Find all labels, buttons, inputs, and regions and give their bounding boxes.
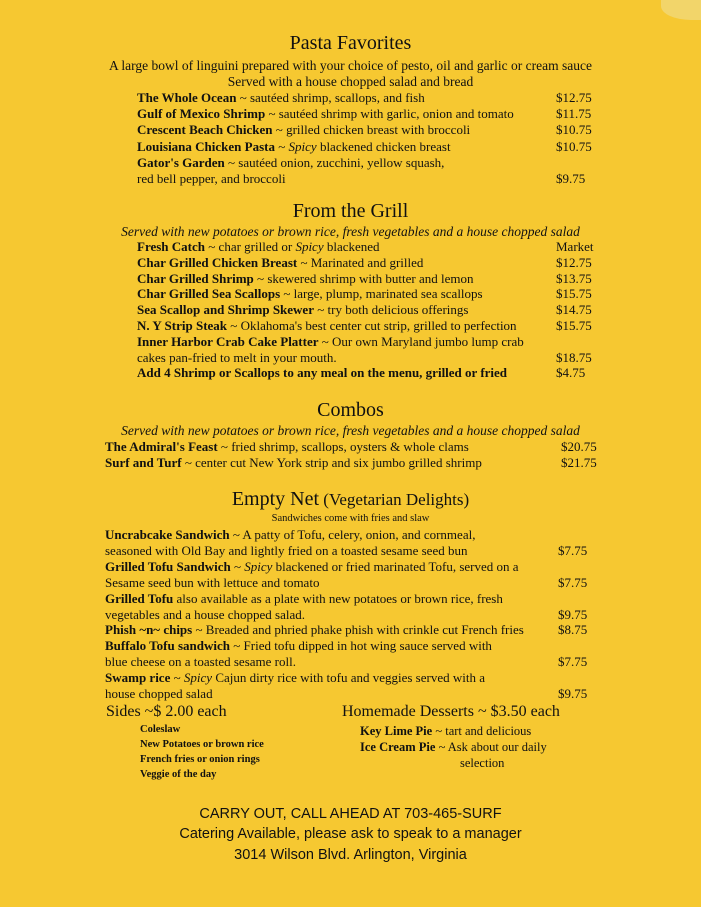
combos-served: Served with new potatoes or brown rice, fresh vegetables and a house chopped salad bbox=[121, 423, 580, 438]
menu-item-row bbox=[105, 622, 524, 638]
menu-item-name: Add 4 Shrimp or Scallops to any meal on the menu, grilled or fried bbox=[137, 365, 508, 381]
menu-item-row bbox=[137, 318, 517, 334]
menu-item-price: $14.75 bbox=[556, 302, 592, 318]
menu-item-name: Sea Scallop and Shrimp Skewer bbox=[137, 302, 314, 318]
empty-net-title-suffix: (Vegetarian Delights) bbox=[319, 490, 470, 509]
page-fold-corner bbox=[661, 0, 701, 20]
menu-item-row bbox=[137, 334, 524, 350]
menu-item-name: Char Grilled Sea Scallops bbox=[137, 286, 281, 302]
menu-item-price: $9.75 bbox=[558, 606, 588, 622]
menu-item-name: Char Grilled Shrimp bbox=[137, 270, 254, 286]
menu-item-price: $7.75 bbox=[558, 542, 588, 558]
footer-address: 3014 Wilson Blvd. Arlington, Virginia bbox=[234, 847, 467, 863]
menu-item-row bbox=[105, 527, 475, 543]
menu-item-name: Uncrabcake Sandwich bbox=[105, 527, 230, 542]
menu-item-description: ~ Oklahoma's best center cut strip, grilled to perfection bbox=[227, 318, 517, 333]
menu-item-row bbox=[137, 286, 483, 302]
menu-item-name: Swamp rice bbox=[105, 670, 171, 686]
empty-net-title bbox=[0, 488, 701, 511]
dessert-item bbox=[460, 756, 504, 771]
menu-item-description: ~ sautéed onion, zucchini, yellow squash, bbox=[224, 154, 445, 170]
menu-item-price: $15.75 bbox=[556, 286, 592, 302]
menu-item-row bbox=[137, 90, 425, 106]
dessert-item bbox=[360, 740, 547, 755]
menu-item-row bbox=[137, 271, 473, 287]
menu-item-price: Market bbox=[556, 239, 594, 254]
menu-item-row bbox=[105, 654, 296, 670]
menu-item-row bbox=[137, 302, 468, 318]
menu-item-name: Buffalo Tofu sandwich bbox=[105, 638, 230, 654]
menu-item-row bbox=[105, 439, 469, 455]
dessert-description: ~ Ask about our daily bbox=[435, 740, 547, 754]
empty-net-title-main: Empty Net bbox=[231, 488, 320, 510]
menu-item-row bbox=[137, 139, 451, 155]
menu-item-price: $9.75 bbox=[558, 686, 588, 701]
menu-item-row bbox=[137, 155, 444, 171]
side-item: French fries or onion rings bbox=[140, 754, 260, 765]
menu-item-price: $18.75 bbox=[556, 349, 592, 365]
menu-item-description: ~ large, plump, marinated sea scallops bbox=[280, 286, 483, 302]
menu-item-name: N. Y Strip Steak bbox=[137, 318, 228, 333]
menu-item-name: Crescent Beach Chicken bbox=[137, 122, 273, 138]
dessert-name: Ice Cream Pie bbox=[360, 740, 436, 754]
dessert-name: Key Lime Pie bbox=[360, 724, 433, 738]
menu-item-name: Gator's Garden bbox=[137, 154, 225, 170]
combos-title: Combos bbox=[317, 399, 384, 421]
menu-item-price: $21.75 bbox=[561, 455, 597, 470]
menu-item-description: ~ Breaded and phried phake phish with crinkle cut French fries bbox=[192, 622, 524, 638]
menu-item-name: Surf and Turf bbox=[105, 455, 182, 470]
menu-item-price: $11.75 bbox=[556, 106, 592, 122]
pasta-intro: A large bowl of linguini prepared with your choice of pesto, oil and garlic or cream sauce bbox=[109, 58, 592, 73]
empty-net-note: Sandwiches come with fries and slaw bbox=[271, 513, 430, 524]
menu-item-price: $12.75 bbox=[556, 90, 592, 105]
menu-item-description: ~ grilled chicken breast with broccoli bbox=[272, 122, 471, 138]
desserts-title: Homemade Desserts ~ $3.50 each bbox=[342, 703, 560, 720]
menu-item-row bbox=[137, 350, 337, 366]
menu-item-name: Grilled Tofu bbox=[105, 590, 174, 606]
menu-item-description: blue cheese on a toasted sesame roll. bbox=[105, 654, 296, 670]
menu-item-description: vegetables and a house chopped salad. bbox=[105, 606, 305, 622]
menu-item-description: Sesame seed bun with lettuce and tomato bbox=[105, 574, 320, 590]
menu-item-price: $7.75 bbox=[558, 654, 588, 670]
menu-item-description: ~ fried shrimp, scallops, oysters & whole clams bbox=[217, 439, 469, 454]
menu-item-price: $15.75 bbox=[556, 318, 592, 333]
menu-item-description: ~ Spicy blackened chicken breast bbox=[274, 138, 451, 154]
menu-item-description: ~ Spicy Cajun dirty rice with tofu and veggies served with a bbox=[170, 670, 485, 686]
menu-item-description: cakes pan-fried to melt in your mouth. bbox=[137, 349, 337, 365]
menu-item-price: $10.75 bbox=[556, 138, 592, 154]
menu-item-row bbox=[105, 607, 305, 623]
sides-title: Sides ~$ 2.00 each bbox=[106, 703, 227, 720]
menu-item-price: $10.75 bbox=[556, 122, 592, 138]
menu-item-description: ~ Our own Maryland jumbo lump crab bbox=[318, 333, 524, 349]
menu-item-row bbox=[137, 122, 470, 138]
menu-item-price: $8.75 bbox=[558, 622, 588, 638]
pasta-title: Pasta Favorites bbox=[289, 32, 412, 54]
menu-item-row bbox=[105, 670, 485, 686]
grill-served: Served with new potatoes or brown rice, fresh vegetables and a house chopped salad bbox=[121, 224, 580, 239]
menu-item-description: ~ Marinated and grilled bbox=[297, 254, 424, 270]
menu-item-row bbox=[137, 171, 286, 187]
menu-item-description: ~ char grilled or Spicy blackened bbox=[205, 239, 380, 254]
menu-item-price: $12.75 bbox=[556, 254, 592, 270]
menu-item-row bbox=[137, 106, 514, 122]
menu-item-description: house chopped salad bbox=[105, 686, 213, 701]
footer-catering: Catering Available, please ask to speak to a manager bbox=[179, 826, 522, 842]
menu-item-name: Inner Harbor Crab Cake Platter bbox=[137, 333, 319, 349]
side-item: Coleslaw bbox=[140, 724, 181, 735]
menu-item-description: seasoned with Old Bay and lightly fried on a toasted sesame seed bun bbox=[105, 542, 468, 558]
menu-item-description: ~ A patty of Tofu, celery, onion, and cornmeal, bbox=[229, 527, 476, 542]
menu-item-price: $7.75 bbox=[558, 574, 588, 590]
menu-item-row bbox=[137, 255, 423, 271]
menu-item-price: $20.75 bbox=[561, 439, 597, 454]
menu-item-row bbox=[137, 365, 507, 381]
menu-item-name: Gulf of Mexico Shrimp bbox=[137, 106, 266, 122]
menu-item-description: ~ try both delicious offerings bbox=[313, 302, 469, 318]
menu-item-name: Louisiana Chicken Pasta bbox=[137, 138, 275, 154]
menu-item-description: red bell pepper, and broccoli bbox=[137, 171, 286, 186]
menu-item-row bbox=[105, 455, 482, 471]
menu-item-description: ~ sautéed shrimp, scallops, and fish bbox=[236, 90, 425, 105]
dessert-description: selection bbox=[460, 756, 505, 770]
menu-item-name: The Whole Ocean bbox=[137, 90, 237, 105]
dessert-item bbox=[360, 724, 531, 739]
menu-item-name: The Admiral's Feast bbox=[105, 439, 218, 454]
menu-item-row bbox=[105, 559, 519, 575]
menu-item-price: $13.75 bbox=[556, 270, 592, 286]
grill-title: From the Grill bbox=[292, 200, 409, 222]
menu-item-price: $4.75 bbox=[556, 365, 586, 381]
menu-item-price: $9.75 bbox=[556, 171, 586, 186]
menu-item-row bbox=[137, 239, 380, 255]
menu-item-name: Grilled Tofu Sandwich bbox=[105, 558, 231, 574]
menu-item-description: ~ center cut New York strip and six jumbo grilled shrimp bbox=[181, 455, 482, 470]
menu-item-name: Fresh Catch bbox=[137, 239, 206, 254]
menu-item-description: ~ skewered shrimp with butter and lemon bbox=[253, 270, 474, 286]
menu-item-name: Char Grilled Chicken Breast bbox=[137, 254, 298, 270]
side-item: New Potatoes or brown rice bbox=[140, 739, 264, 750]
dessert-description: ~ tart and delicious bbox=[432, 724, 532, 738]
menu-item-description: ~ sautéed shrimp with garlic, onion and tomato bbox=[265, 106, 514, 122]
footer-carryout: CARRY OUT, CALL AHEAD AT 703-465-SURF bbox=[199, 806, 502, 822]
menu-item-description: also available as a plate with new potatoes or brown rice, fresh bbox=[173, 590, 503, 606]
pasta-served: Served with a house chopped salad and bread bbox=[227, 74, 474, 89]
menu-item-name: Phish ~n~ chips bbox=[105, 622, 193, 638]
menu-item-row bbox=[105, 591, 503, 607]
menu-item-row bbox=[105, 543, 467, 559]
side-item: Veggie of the day bbox=[140, 769, 217, 780]
menu-item-row bbox=[105, 575, 319, 591]
menu-item-description: ~ Spicy blackened or fried marinated Tofu, served on a bbox=[230, 558, 519, 574]
menu-item-row bbox=[105, 638, 492, 654]
menu-item-description: ~ Fried tofu dipped in hot wing sauce served with bbox=[230, 638, 492, 654]
menu-item-row bbox=[105, 686, 213, 702]
